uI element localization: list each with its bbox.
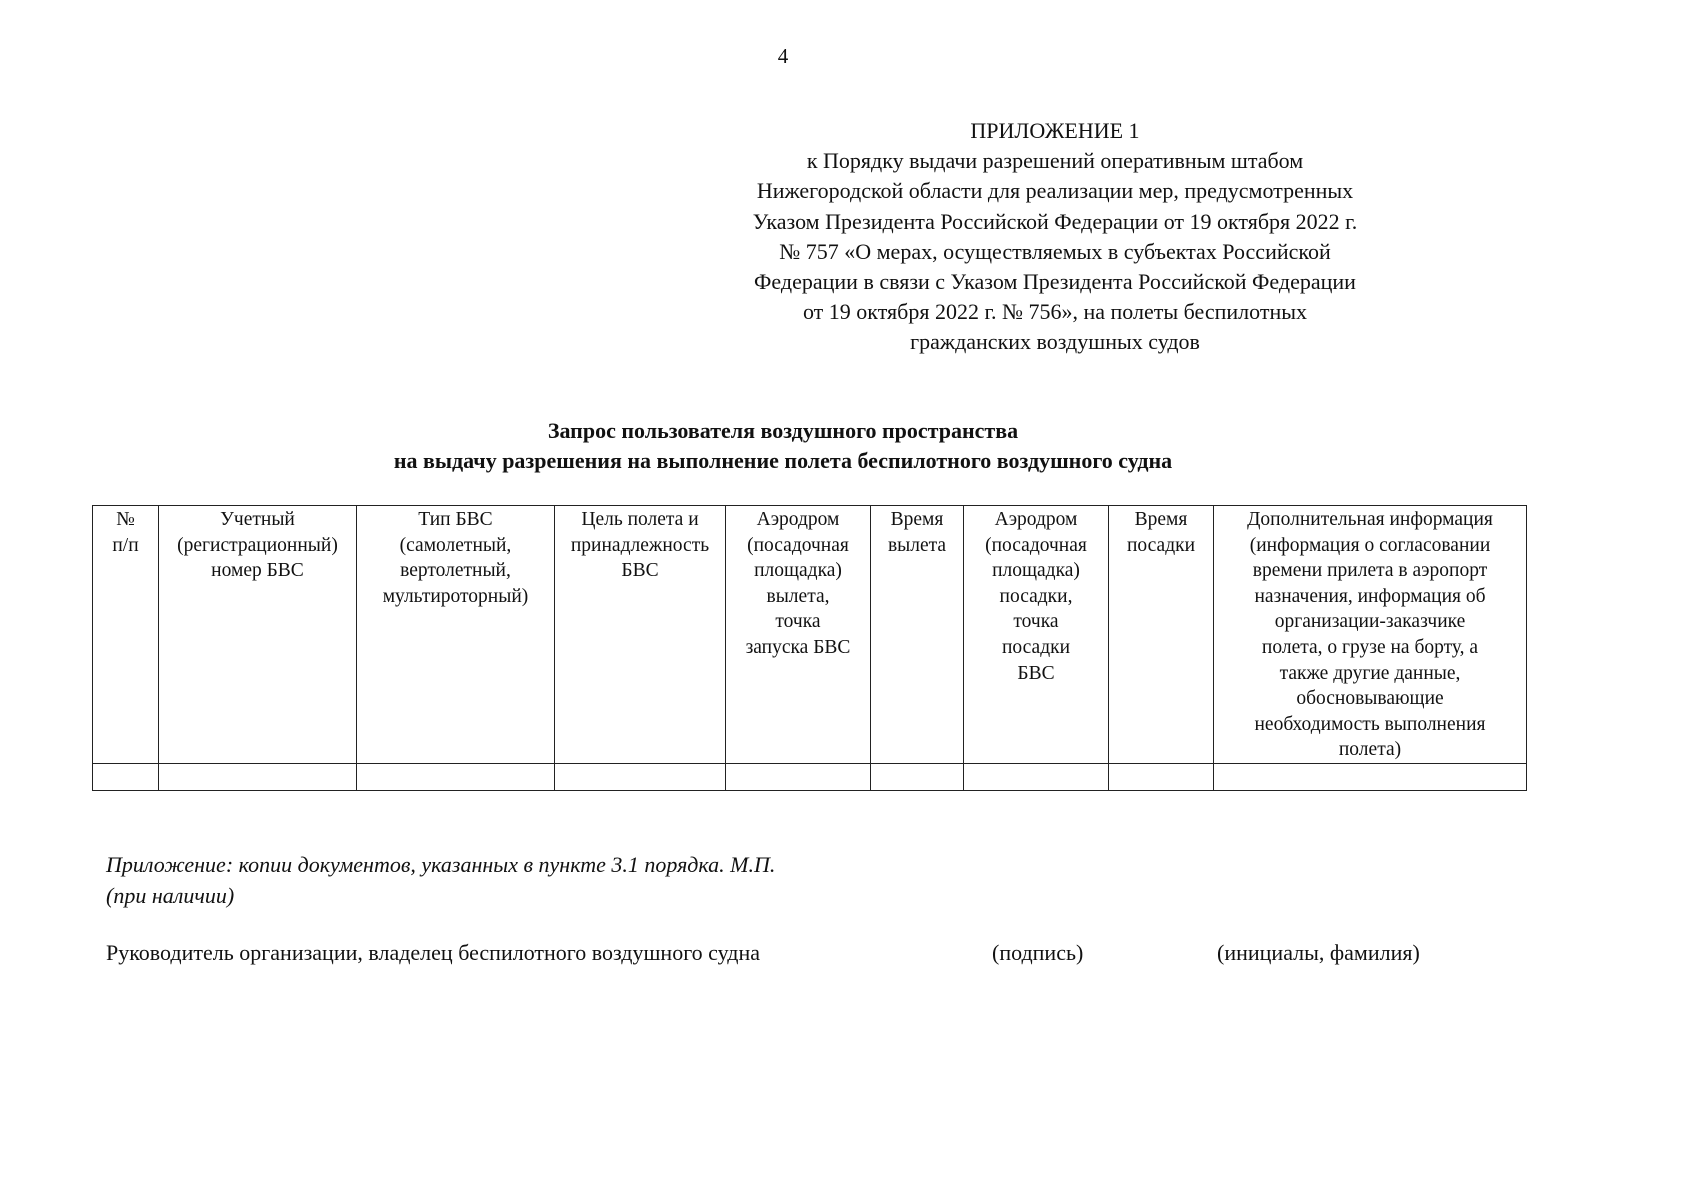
table-cell[interactable] [1214, 764, 1527, 791]
request-table [92, 505, 1527, 791]
note-line-1: Приложение: копии документов, указанных в пункте 3.1 порядка. М.П. [106, 852, 776, 877]
header-line: Время [1134, 509, 1188, 530]
signature-placeholder: (подпись) [992, 940, 1084, 965]
table-cell[interactable] [726, 764, 871, 791]
header-line: (посадочная [985, 534, 1087, 556]
table-cell[interactable] [555, 764, 726, 791]
header-departure-time [871, 506, 964, 764]
header-line: также другие данные, [1279, 662, 1461, 684]
header-line: мультироторный) [382, 585, 529, 607]
table-cell[interactable] [357, 764, 555, 791]
header-number [93, 506, 159, 764]
header-line: (посадочная [747, 534, 849, 556]
header-line: точка [775, 611, 821, 633]
title-line-1: Запрос пользователя воздушного пространства [547, 418, 1019, 443]
header-additional-info [1214, 506, 1527, 764]
header-line: точка [1013, 611, 1059, 633]
header-landing-time [1109, 506, 1214, 764]
header-line: Тип БВС [418, 509, 493, 530]
header-line: Аэродром [756, 509, 840, 530]
header-line: необходимость выполнения [1254, 713, 1486, 735]
page-number: 4 [777, 44, 789, 68]
header-line: п/п [112, 534, 139, 556]
header-line: принадлежность [570, 534, 710, 556]
header-landing-aerodrome [964, 506, 1109, 764]
header-uav-type [357, 506, 555, 764]
header-line: вылета, [766, 585, 830, 607]
header-line: посадки, [999, 585, 1073, 607]
header-line: полета, о грузе на борту, а [1261, 636, 1479, 658]
header-line: Дополнительная информация [1247, 509, 1493, 530]
document-title [0, 416, 1566, 476]
table-row [93, 764, 1527, 791]
header-line: Цель полета и [581, 509, 699, 530]
header-line: БВС [1017, 662, 1055, 684]
header-line: (регистрационный) [177, 534, 338, 556]
table-cell[interactable] [159, 764, 357, 791]
appendix-line: Указом Президента Российской Федерации от 19 октября 2022 г. [752, 208, 1358, 234]
header-line: № [116, 509, 135, 530]
table-cell[interactable] [964, 764, 1109, 791]
header-line: БВС [621, 560, 659, 582]
header-line: обосновывающие [1296, 688, 1444, 710]
header-registration-number [159, 506, 357, 764]
header-line: времени прилета в аэропорт [1252, 560, 1488, 582]
header-flight-purpose [555, 506, 726, 764]
appendix-header [690, 116, 1420, 358]
header-departure-aerodrome [726, 506, 871, 764]
header-line: (информация о согласовании [1249, 534, 1491, 556]
header-line: площадка) [992, 560, 1080, 582]
header-line: посадки [1126, 534, 1196, 556]
header-line: Аэродром [994, 509, 1078, 530]
header-line: номер БВС [211, 560, 304, 582]
name-placeholder: (инициалы, фамилия) [1217, 940, 1420, 965]
table-cell[interactable] [1109, 764, 1214, 791]
note-line-2: (при наличии) [106, 882, 235, 908]
header-line: площадка) [754, 560, 842, 582]
attachment-note [106, 850, 775, 911]
header-line: вертолетный, [400, 560, 511, 582]
appendix-line: гражданских воздушных судов [910, 329, 1200, 355]
header-line: полета) [1338, 739, 1402, 761]
header-line: (самолетный, [399, 534, 512, 556]
header-line: запуска БВС [745, 636, 851, 658]
header-line: организации-заказчике [1274, 611, 1466, 633]
table-cell[interactable] [93, 764, 159, 791]
header-line: Учетный [220, 509, 295, 530]
table-header-row [93, 506, 1527, 764]
appendix-line: Нижегородской области для реализации мер, предусмотренных [756, 178, 1354, 204]
appendix-line: к Порядку выдачи разрешений оперативным штабом [806, 148, 1304, 174]
header-line: посадки [1001, 636, 1071, 658]
header-line: Время [890, 509, 944, 530]
signature-block [106, 940, 1506, 970]
signer-role: Руководитель организации, владелец беспилотного воздушного судна [106, 940, 761, 965]
header-line: назначения, информация об [1254, 585, 1486, 607]
appendix-line: от 19 октября 2022 г. № 756», на полеты беспилотных [802, 299, 1308, 325]
appendix-line: ПРИЛОЖЕНИЕ 1 [970, 118, 1140, 143]
table-cell[interactable] [871, 764, 964, 791]
title-line-2: на выдачу разрешения на выполнение полета беспилотного воздушного судна [393, 448, 1173, 473]
header-line: вылета [887, 534, 947, 556]
appendix-line: Федерации в связи с Указом Президента Российской Федерации [754, 269, 1356, 295]
appendix-line: № 757 «О мерах, осуществляемых в субъектах Российской [779, 238, 1331, 264]
